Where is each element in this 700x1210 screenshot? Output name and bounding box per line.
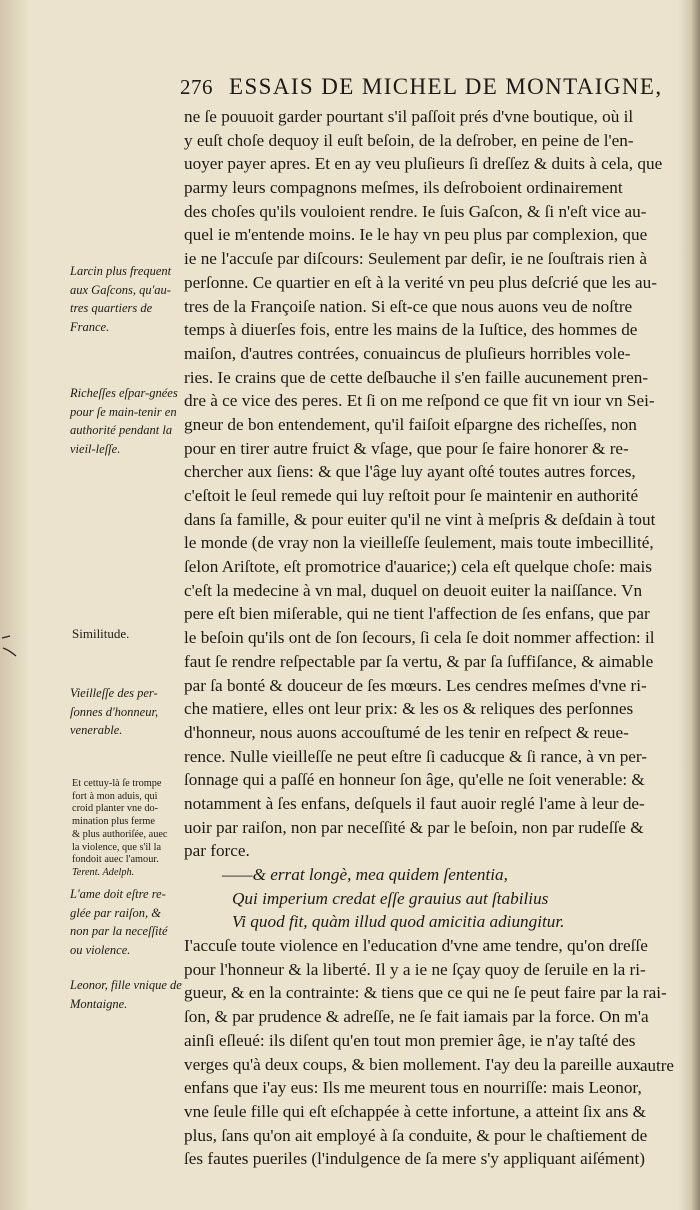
sidenote-vieillesse: Vieilleſſe des per-ſonnes d'honneur, venerable.	[70, 686, 159, 737]
sidenote-leonor: Leonor, fille vnique de Montaigne.	[70, 978, 182, 1011]
text-line: plus, ſans qu'on ait employé à ſa conduite, & pour le chaſtiement de	[184, 1125, 648, 1145]
text-line: ſon, & par prudence & adreſſe, ne ſe fait iamais par la force. On m'a	[184, 1007, 649, 1027]
sidenote-similitude: Similitude.	[72, 626, 130, 641]
sidenote-line: croid planter vne do-	[72, 803, 159, 815]
sidenote-line: fort à mon aduis, qui	[72, 790, 158, 802]
text-line: perſonne. Ce quartier en eſt à la verité vn peu plus deſcrié que les au-	[184, 272, 657, 292]
text-line: dans ſa famille, & pour euiter qu'il ne vint à meſpris & deſdain à tout	[184, 509, 656, 529]
text-line: faut ſe rendre reſpectable par ſa vertu, & par ſa ſuffiſance, & aimable	[184, 651, 654, 671]
sidenote-line: mination plus ferme	[72, 816, 155, 828]
text-line: notamment à ſes enfans, deſquels il faut auoir reglé l'ame à leur de-	[184, 793, 645, 813]
text-line: vne ſeule fille qui eſt eſchappée à cette infortune, a atteint ſix ans &	[184, 1101, 646, 1121]
text-line: uoyer payer apres. Et en ay veu pluſieurs ſi dreſſez & duits à cela, que	[184, 154, 663, 174]
sidenote-line: la violence, que s'il la	[72, 841, 162, 853]
text-line: pere eſt bien miſerable, qui ne tient l'affection de ſes enfans, que par	[184, 604, 650, 624]
catchword: autre	[640, 1056, 674, 1075]
text-line: d'honneur, nous auons accouſtumé de les tenir en reſpect & reue-	[184, 722, 629, 742]
text-line: ries. Ie crains que de cette deſbauche il s'en faille aucunement pren-	[184, 367, 649, 387]
text-line: verges qu'à deux coups, & bien mollement. I'ay deu la pareille aux	[184, 1054, 641, 1074]
text-line: ie ne l'accuſe par diſcours: Seulement par deſir, ie ne ſouſtrais rien à	[184, 249, 647, 269]
text-line: che matiere, elles ont leur prix: & les os & reliques des perſonnes	[184, 699, 634, 719]
main-text-block	[184, 105, 682, 1171]
text-line: le beſoin qu'ils ont de ſon ſecours, ſi cela ſe doit nommer affection: il	[184, 628, 655, 648]
sidenote-richesses: Richeſſes eſpar-gnées pour ſe main-tenir en authorité pendant la vieil-leſſe.	[70, 386, 178, 456]
text-line: ainſi eſleué: ils diſent qu'en tout mon premier âge, ie n'ay taſté des	[184, 1030, 636, 1050]
text-line: chercher aux ſiens: & que l'âge luy ayant oſté toutes autres forces,	[184, 462, 636, 482]
sidenote-terence-quote	[72, 778, 182, 880]
ink-mark-icon	[0, 630, 18, 660]
sidenote-larcin: Larcin plus frequent aux Gaſcons, qu'au-tres quartiers de France.	[70, 264, 172, 334]
text-line: ne ſe pouuoit garder pourtant s'il paſſoit prés d'vne boutique, où il	[184, 107, 634, 126]
text-line: pour l'honneur & la liberté. Il y a ie ne ſçay quoy de ſeruile en la ri-	[184, 959, 646, 979]
text-line: le monde (de vray non la vieilleſſe ſeulement, mais toute imbecillité,	[184, 533, 654, 553]
text-line: pour en tirer autre fruict & vſage, que pour ſe faire honorer & re-	[184, 438, 629, 458]
verse-line: Vi quod fit, quàm illud quod amicitia adiungitur.	[232, 912, 565, 932]
text-line: par force.	[184, 841, 250, 861]
sidenote-ame: L'ame doit eſtre re-glée par raiſon, & non par la neceſſité ou violence.	[70, 887, 168, 957]
text-line: des choſes qu'ils vouloient rendre. Ie ſuis Gaſcon, & ſi n'eſt vice au-	[184, 201, 647, 221]
sidenote-line: & plus authoriſée, auec	[72, 828, 168, 840]
text-line: ſes fautes pueriles (l'indulgence de ſa mere s'y appliquant aiſément)	[184, 1149, 646, 1169]
page-number: 276	[180, 75, 213, 99]
text-line: parmy leurs compagnons meſmes, ils deſroboient ordinairement	[184, 178, 623, 198]
text-line: enfans que i'ay eus: Ils me meurent tous en nourriſſe: mais Leonor,	[184, 1078, 642, 1098]
verse-line: Qui imperium credat eſſe grauius aut ſtabilius	[232, 888, 549, 908]
running-title: ESSAIS DE MICHEL DE MONTAIGNE,	[229, 74, 663, 99]
text-line: temps à diuerſes fois, entre les mains de la Iuſtice, des hommes de	[184, 320, 638, 340]
text-line: ſelon Ariſtote, eſt promotrice d'auarice;) cela eſt quelque choſe: mais	[184, 557, 652, 577]
text-line: gneur de bon entendement, qu'il faiſoit eſpargne des richeſſes, non	[184, 414, 637, 434]
text-line: rence. Nulle vieilleſſe ne peut eſtre ſi caducque & ſi rance, à vn per-	[184, 746, 648, 766]
page-header	[180, 74, 680, 108]
verse-line: ——& errat longè, mea quidem ſententia,	[222, 865, 508, 884]
text-line: c'eſtoit le ſeul remede qui luy reſtoit pour ſe maintenir en authorité	[184, 486, 639, 505]
text-line: dre à ce vice des peres. Et ſi on me reſpond ce que fit vn iour vn Sei-	[184, 391, 655, 411]
text-line: tres de la Françoiſe nation. Si eſt-ce que nous auons veu de noſtre	[184, 296, 633, 316]
text-line: I'accuſe toute violence en l'education d'vne ame tendre, qu'on dreſſe	[184, 936, 648, 956]
text-line: uoir par raiſon, non par neceſſité & par le beſoin, non par rudeſſe &	[184, 817, 644, 837]
text-line: gueur, & en la contrainte: & tiens que ce qui ne ſe peut faire par la rai-	[184, 983, 667, 1003]
text-line: maiſon, d'autres contrées, conuaincus de pluſieurs horribles vole-	[184, 343, 631, 363]
text-line: y euſt choſe dequoy il euſt beſoin, de la deſrober, en peine de l'en-	[184, 130, 634, 150]
text-line: c'eſt la medecine à vn mal, duquel on deuoit euiter la naiſſance. Vn	[184, 580, 643, 600]
text-line: quel ie m'entende moins. Ie le hay vn peu plus par complexion, que	[184, 225, 648, 245]
sidenote-line: fondoit auec l'amour.	[72, 854, 159, 866]
sidenote-source: Terent. Adelph.	[72, 866, 135, 878]
text-line: par ſa bonté & douceur de ſes mœurs. Les cendres meſmes d'vne ri-	[184, 675, 647, 695]
page-gutter-edge	[692, 0, 700, 1210]
sidenote-line: Et cettuy-là ſe trompe	[72, 778, 162, 789]
text-line: ſonnage qui a paſſé en honneur ſon âge, qu'elle ne ſoit venerable: &	[184, 770, 645, 790]
